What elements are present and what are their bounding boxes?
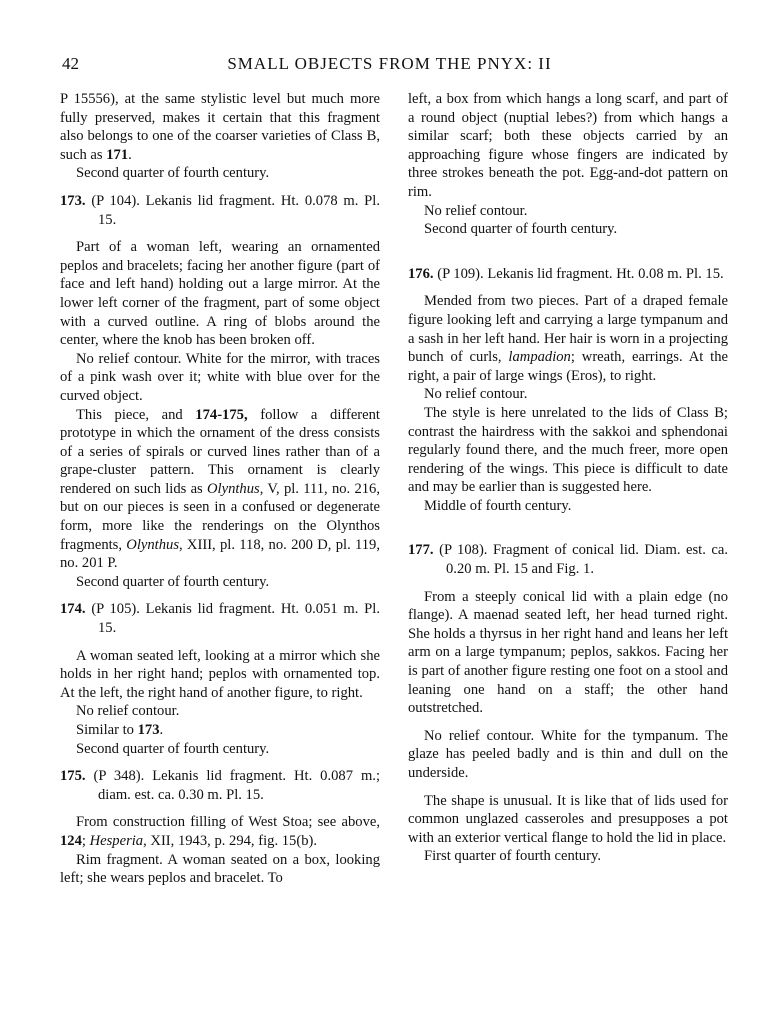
entry-173-date: Second quarter of fourth century.	[76, 573, 270, 590]
entry-175-paint: No relief contour.	[424, 202, 528, 219]
entry-174-similar: Similar to 173.	[76, 722, 164, 738]
entry-number: 175.	[60, 768, 86, 785]
entry-177-date: First quarter of fourth century.	[424, 848, 601, 865]
entry-175-description-start: Rim fragment. A woman seated on a box, looking left; she wears peplos and bracelet. To	[60, 851, 380, 887]
entry-175-date: Second quarter of fourth century.	[424, 221, 618, 238]
entry-number: 173.	[60, 192, 86, 209]
entry-174-description: A woman seated left, looking at a mirror which she holds in her right hand; peplos with ornamented top. At the left, the right hand of another figure, to right.	[60, 647, 380, 701]
entry-number: 174.	[60, 601, 86, 618]
entry-173-style-note: This piece, and 174-175, follow a different prototype in which the ornament of the dress consists of a series of spirals or curved lines rather than of a grape-cluster pattern. This ornament is clearly rendered on such lids as Olynthus, V, pl. 111, no. 216, but on our pieces is seen in a confused or degenerate form, more like the renderings on the Olynthos fragments, Olynthus, XIII, pl. 118, no. 200 D, pl. 119, no. 201 P.	[60, 406, 381, 572]
entry-175-context: From construction filling of West Stoa; see above, 124; Hesperia, XII, 1943, p. 294, fig. 15(b).	[60, 814, 380, 849]
entry-174-paint: No relief contour.	[76, 703, 180, 720]
entry-175-heading: 175. (P 348). Lekanis lid fragment. Ht. 0.087 m.; diam. est. ca. 0.30 m. Pl. 15.	[60, 768, 380, 803]
entry-number: 177.	[408, 542, 434, 559]
entry-173-heading: 173. (P 104). Lekanis lid fragment. Ht. 0.078 m. Pl. 15.	[60, 192, 380, 228]
entry-173-paint: No relief contour. White for the mirror, with traces of a pink wash over it; white with blue over for the curved object.	[60, 350, 380, 404]
ref-171: 171	[106, 146, 129, 163]
entry-177-description: From a steeply conical lid with a plain edge (no flange). A maenad seated left, her head turned right. She holds a thyrsus in her right hand and leans her left arm on a large tympanum; peplos, sakkos. Facing her is part of another figure resting one foot on a stool and leaning one hand on a staff; the other hand outstretched.	[408, 588, 728, 717]
entry-173-description: Part of a woman left, wearing an ornamented peplos and bracelets; facing her another figure (part of face and left hand) holding out a large mirror. At the lower left corner of the fragment, part of some object with a curved outline. A ring of blobs around the center, where the knob has been broken off.	[60, 239, 380, 349]
entry-177-paint: No relief contour. White for the tympanum. The glaze has peeled badly and is thin and dull on the underside.	[408, 727, 728, 781]
entry-176-description: Mended from two pieces. Part of a draped female figure looking left and carrying a large tympanum and a sash in her left hand. Her hair is worn in a projecting bunch of curls, lampadion; wreath, earrings. At the right, a pair of large wings (Eros), to right.	[408, 293, 728, 384]
page-number: 42	[62, 54, 79, 73]
right-column	[408, 90, 728, 866]
entry-174-heading: 174. (P 105). Lekanis lid fragment. Ht. 0.051 m. Pl. 15.	[60, 601, 380, 637]
entry-176-date: Middle of fourth century.	[424, 497, 572, 514]
entry-175-description-cont: left, a box from which hangs a long scarf, and part of a round object (nuptial lebes?) from which hangs a similar scarf; both these objects carried by an approaching figure whose fingers are indicated by three strokes beneath the pot. Egg-and-dot pattern on rim.	[408, 91, 728, 200]
entry-177-shape-note: The shape is unusual. It is like that of lids used for common unglazed casseroles and presupposes a pot with an exterior vertical flange to hold the lid in place.	[408, 792, 728, 846]
entry-176-paint: No relief contour.	[424, 386, 528, 403]
entry-176-heading: 176. (P 109). Lekanis lid fragment. Ht. 0.08 m. Pl. 15.	[408, 265, 724, 282]
intro-paragraph: P 15556), at the same stylistic level but much more fully preserved, makes it certain that this fragment also belongs to one of the coarser varieties of Class B, such as 171.	[60, 91, 380, 163]
running-title: SMALL OBJECTS FROM THE PNYX: II	[227, 54, 552, 73]
entry-number: 176.	[408, 265, 434, 282]
entry-176-style-note: The style is here unrelated to the lids of Class B; contrast the hairdress with the sakkoi and sphendonai regularly found there, and the much freer, more open rendering of the wings. This piece is difficult to date and may be earlier than is suggested here.	[408, 404, 728, 496]
intro-date: Second quarter of fourth century.	[76, 165, 270, 182]
entry-177-heading: 177. (P 108). Fragment of conical lid. Diam. est. ca. 0.20 m. Pl. 15 and Fig. 1.	[408, 542, 728, 578]
left-column	[60, 90, 380, 888]
entry-174-date: Second quarter of fourth century.	[76, 740, 270, 757]
page-header	[62, 54, 717, 78]
